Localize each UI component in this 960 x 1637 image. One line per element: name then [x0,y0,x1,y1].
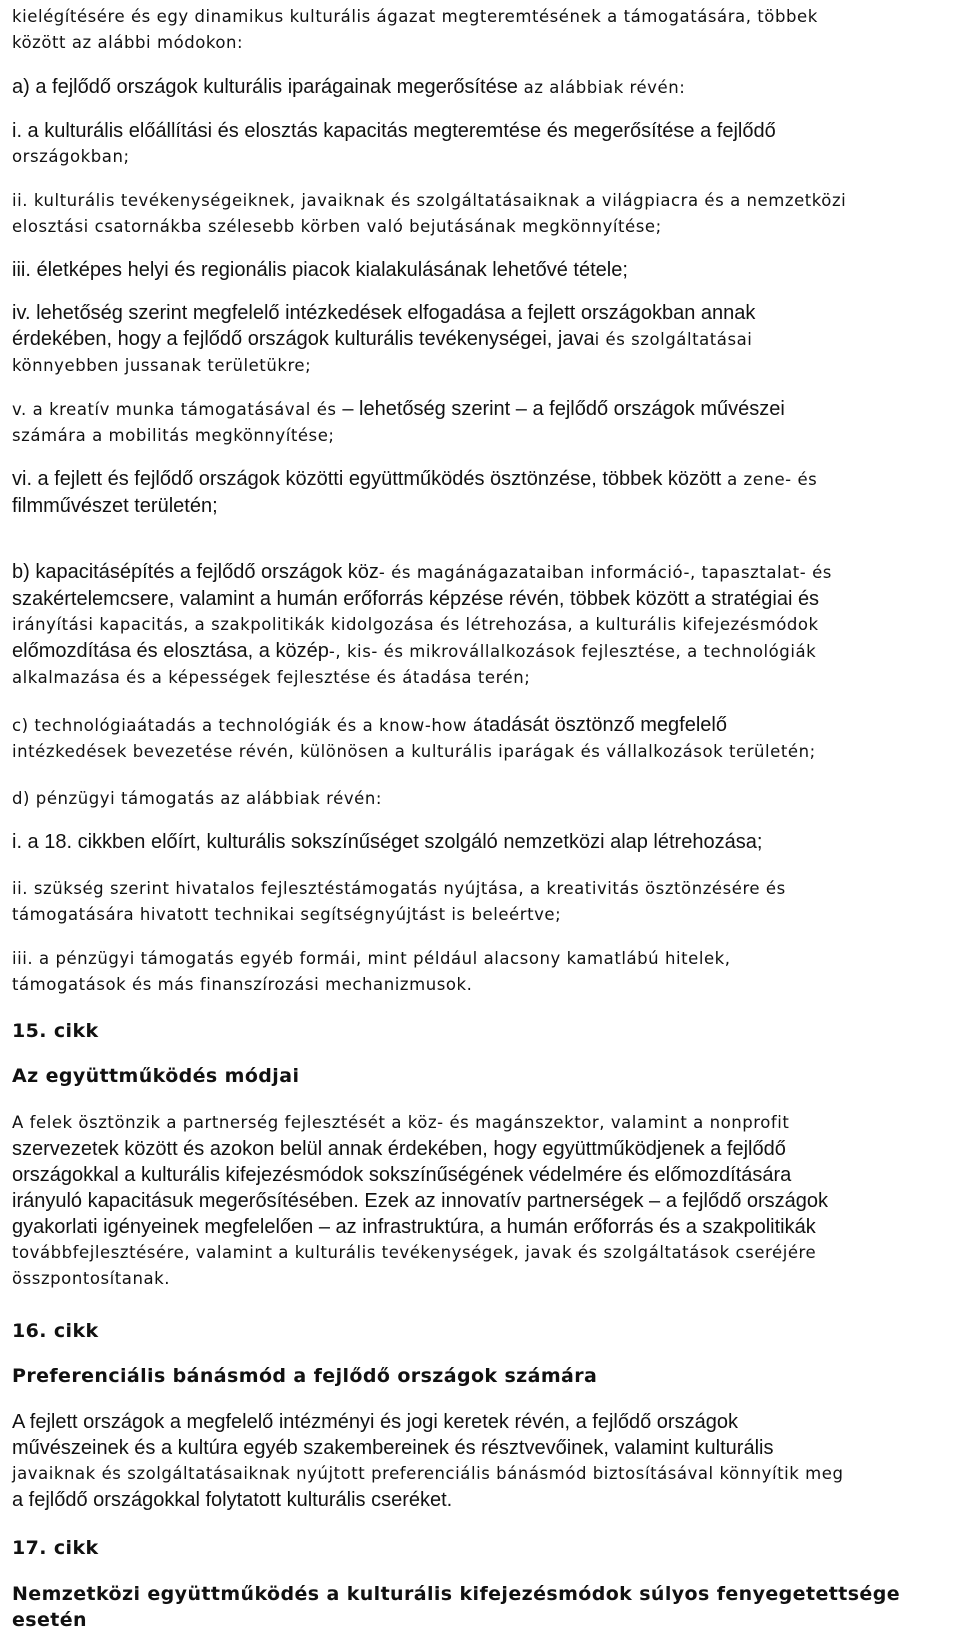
intro-line-2: között az alábbi módokon: [12,33,244,52]
item-a-iv-line-2-emphasis: érdekében, hogy a fejlődő országok kulturális tevékenységei, java [12,328,595,350]
item-a-i-line-1: i. a kulturális előállítási és elosztás kapacitás megteremtése és megerősítése a fejlődő [12,120,776,142]
intro-paragraph [12,4,942,56]
article-15-line-2: szervezetek között és azokon belül annak érdekében, hogy együttműködjenek a fejlődő [12,1138,786,1160]
article-16-line-2: művészeinek és a kultúra egyéb szakembereinek és résztvevőinek, valamint kulturális [12,1437,774,1459]
item-d-ii-line-2: támogatására hivatott technikai segítségnyújtást is beleértve; [12,905,562,924]
item-a-v-line-2: számára a mobilitás megkönnyítése; [12,426,335,445]
intro-line-1: kielégítésére és egy dinamikus kulturális ágazat megteremtésének a támogatására, többek [12,7,818,26]
item-a-i [12,118,942,170]
item-a-iv-line-2-rest: i és szolgáltatásai [594,330,753,349]
item-a-iv-line-3: könnyebben jussanak területükre; [12,356,312,375]
article-17-number: 17. cikk [12,1537,99,1559]
item-c-line-1-emphasis: tadását ösztönző megfelelő [483,714,727,736]
item-d-iii [12,946,942,998]
item-d [12,786,942,812]
article-15-line-1: A felek ösztönzik a partnerség fejlesztését a köz- és magánszektor, valamint a nonprofit [12,1113,790,1132]
item-a-iv-line-1: iv. lehetőség szerint megfelelő intézkedések elfogadása a fejlett országokban annak [12,302,756,324]
article-15-number: 15. cikk [12,1020,99,1042]
item-b-line-4-emphasis: előmozdítása és elosztása, a közép [12,640,329,662]
article-16-line-1: A fejlett országok a megfelelő intézményi és jogi keretek révén, a fejlődő országok [12,1411,738,1433]
article-16-line-3: javaiknak és szolgáltatásaiknak nyújtott preferenciális bánásmód biztosításával könnyítik meg [12,1464,844,1483]
item-a-vi-line-2: filmművészet területén; [12,495,218,517]
article-17-title-line-2: esetén [12,1609,87,1631]
article-15-line-7: összpontosítanak. [12,1269,171,1288]
item-a [12,74,942,101]
article-16-number: 16. cikk [12,1320,99,1342]
item-a-vi [12,466,942,519]
article-15-body [12,1110,942,1292]
item-a-v-line-1-emphasis: – lehetőség szerint – a fejlődő országok művészei [342,398,785,420]
item-c-line-2: intézkedések bevezetése révén, különösen a kulturális iparágak és vállalkozások területén; [12,742,816,761]
article-17-title [12,1581,900,1633]
item-a-ii-line-2: elosztási csatornákba szélesebb körben való bejutásának megkönnyítése; [12,217,662,236]
article-16-body [12,1409,942,1513]
item-c-line-1-pre: c) technológiaátadás a technológiák és a know-how á [12,716,484,735]
item-a-rest: az alábbiak révén: [517,78,686,97]
item-b-line-5: alkalmazása és a képességek fejlesztése és átadása terén; [12,668,531,687]
item-b-line-2: szakértelemcsere, valamint a humán erőforrás képzése révén, többek között a stratégiai és [12,588,820,610]
item-b-line-4-rest: -, kis- és mikrovállalkozások fejlesztése, a technológiák [328,642,817,661]
item-a-vi-line-1-rest: a zene- és [721,470,818,489]
item-b-line-3: irányítási kapacitás, a szakpolitikák kidolgozása és létrehozása, a kulturális kifejezésmódok [12,615,819,634]
item-d-ii [12,876,942,928]
item-c [12,712,942,765]
item-a-vi-line-1-emphasis: vi. a fejlett és fejlődő országok közötti együttműködés ösztönzése, többek között [12,468,722,490]
item-a-v-line-1-pre: v. a kreatív munka támogatásával és [12,400,343,419]
item-a-iv [12,300,942,379]
item-a-emphasis: a) a fejlődő országok kulturális iparágainak megerősítése [12,76,518,98]
article-15-line-5: gyakorlati igényeinek megfelelően – az infrastruktúra, a humán erőforrás és a szakpolitikák [12,1216,816,1238]
item-a-v [12,396,942,449]
article-16-line-4: a fejlődő országokkal folytatott kulturális cseréket. [12,1489,453,1511]
item-a-ii [12,188,942,240]
item-a-iii [12,257,942,284]
item-d-i-text: i. a 18. cikkben előírt, kulturális sokszínűséget szolgáló nemzetközi alap létrehozása; [12,831,763,853]
item-b-line-1-rest: - és magánágazataiban információ-, tapasztalat- és [378,563,832,582]
item-d-text: d) pénzügyi támogatás az alábbiak révén: [12,789,382,808]
item-a-i-line-2: országokban; [12,147,130,166]
item-b-line-1-emphasis: b) kapacitásépítés a fejlődő országok köz [12,561,379,583]
article-15-title: Az együttműködés módjai [12,1065,300,1087]
article-16-title: Preferenciális bánásmód a fejlődő országok számára [12,1365,598,1387]
item-a-ii-line-1: ii. kulturális tevékenységeiknek, javaiknak és szolgáltatásaiknak a világpiacra és a nemzetközi [12,191,847,210]
item-d-ii-line-1: ii. szükség szerint hivatalos fejlesztéstámogatás nyújtása, a kreativitás ösztönzésére és [12,879,786,898]
item-d-iii-line-1: iii. a pénzügyi támogatás egyéb formái, mint például alacsony kamatlábú hitelek, [12,949,731,968]
item-d-i [12,829,942,856]
article-15-line-6: továbbfejlesztésére, valamint a kulturális tevékenységek, javak és szolgáltatások cseréjére [12,1243,817,1262]
article-17-title-line-1: Nemzetközi együttműködés a kulturális kifejezésmódok súlyos fenyegetettsége [12,1583,900,1605]
item-d-iii-line-2: támogatások és más finanszírozási mechanizmusok. [12,975,473,994]
item-b [12,559,942,691]
article-15-line-3: országokkal a kulturális kifejezésmódok sokszínűségének védelmére és előmozdítására [12,1164,792,1186]
item-a-iii-text: iii. életképes helyi és regionális piacok kialakulásának lehetővé tétele; [12,259,628,281]
document-page [12,0,942,1637]
article-15-line-4: irányuló kapacitásuk megerősítésében. Ezek az innovatív partnerségek – a fejlődő országok [12,1190,829,1212]
